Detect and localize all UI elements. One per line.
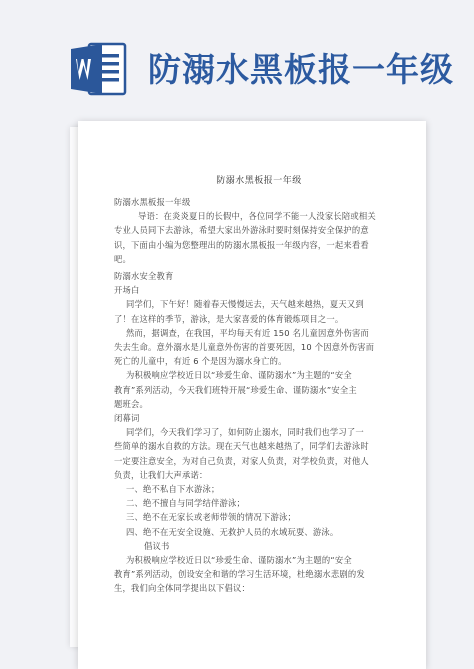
word-icon [69,40,127,98]
paragraph-line: 负责，让我们大声承诺： [114,469,208,480]
document-title-banner: 防溺水黑板报一年级 [148,50,454,89]
paragraph-line: 一定要注意安全，为对自己负责，对家人负责，对学校负责，对他人 [114,455,369,466]
paragraph-line: 同学们，下午好！随着春天慢慢远去，天气越来越热，夏天又到 [126,299,364,310]
paragraph-line: 题班会。 [114,398,148,409]
closing-label: 闭幕词 [114,413,140,424]
paragraph-line: 死亡的儿童中，有近 6 个是因为溺水身亡的。 [114,356,287,367]
page-title: 防溺水黑板报一年级 [216,176,302,186]
intro-line: 吧。 [114,253,131,264]
paragraph-line: 些简单的溺水自救的方法。现在天气也越来越热了，同学们去游泳时 [114,441,369,452]
intro-line: 专业人员同下去游泳，希望大家出外游泳时要时刻保持安全保护的意 [114,225,369,236]
header [0,0,474,125]
promise-item: 二、绝不擅自与同学结伴游泳； [126,498,245,509]
paragraph-line: 了！在这样的季节，游泳，是大家喜爱的体育锻炼项目之一。 [114,313,344,324]
intro-line: 导语：在炎炎夏日的长假中，各位同学不能一人没家长陪或相关 [138,211,376,222]
document-page [78,121,426,669]
promise-item: 四、绝不在无安全设施、无救护人员的水域玩耍、游泳。 [126,526,339,537]
intro-line: 识，下面由小编为您整理出的防溺水黑板报一年级内容，一起来看看 [114,239,369,250]
paragraph-line: 失去生命。意外溺水是儿童意外伤害的首要死因，10 个因意外伤害而 [114,342,375,353]
paragraph-line: 教育”系列活动，今天我们班特开展“珍爱生命、谨防溺水”安全主 [114,384,357,395]
paragraph-line: 然而，据调查，在我国，平均每天有近 150 名儿童因意外伤害而 [126,327,370,338]
proposal-label: 倡议书 [144,540,170,551]
paragraph-line: 同学们，今天我们学习了，如何防止溺水，同时我们也学习了一 [126,427,364,438]
promise-item: 一、绝不私自下水游泳； [126,484,220,495]
subtitle: 防溺水黑板报一年级 [114,197,191,207]
section-heading: 防溺水安全教育 [114,271,174,282]
paragraph-line: 教育”系列活动，创设安全和谐的学习生活环境，杜绝溺水悲剧的发 [114,569,365,580]
promise-item: 三、绝不在无家长或老师带领的情况下游泳； [126,512,296,523]
paragraph-line: 为积极响应学校近日以“珍爱生命、谨防溺水”为主题的“安全 [126,555,352,566]
opening-label: 开场白 [114,285,140,296]
paragraph-line: 生，我们向全体同学提出以下倡议： [114,583,250,594]
paragraph-line: 为积极响应学校近日以“珍爱生命、谨防溺水”为主题的“安全 [126,370,352,381]
